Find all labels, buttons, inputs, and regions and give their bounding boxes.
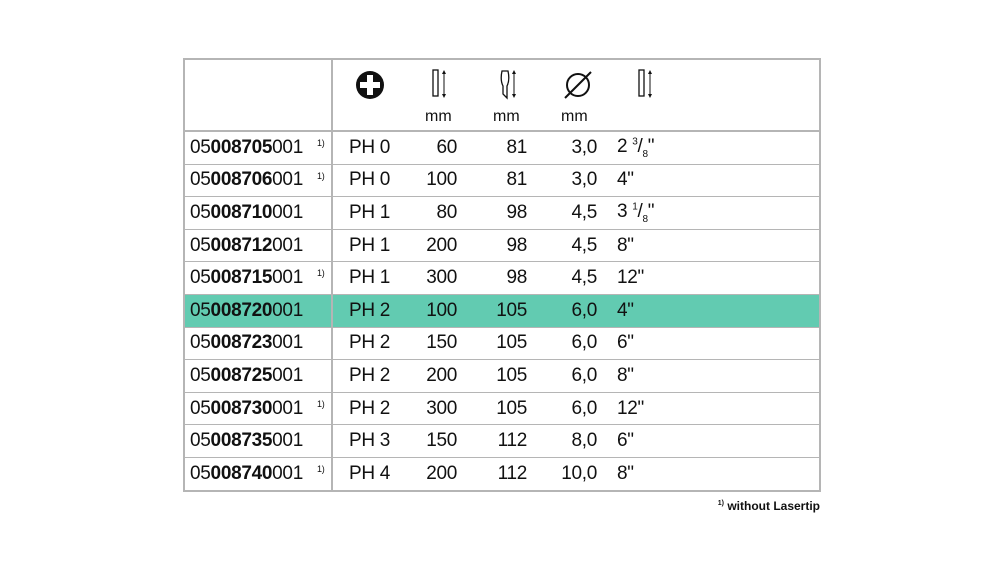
unit-overall-length: mm (493, 108, 520, 125)
diameter: 3,0 (571, 169, 597, 191)
inch-cell (617, 425, 672, 457)
article-number: 05 008740 001 (190, 463, 303, 485)
tip-size: PH 3 (349, 430, 391, 452)
table-row (185, 197, 819, 230)
size-inch: 8" (617, 234, 634, 256)
unit-blade-length: mm (425, 108, 452, 125)
footnote-text: without Lasertip (727, 499, 820, 513)
inch-cell (617, 262, 672, 294)
overall-length: 81 (506, 169, 527, 191)
blade-length: 80 (436, 201, 457, 223)
blade-length: 300 (426, 267, 457, 289)
overall-length: 112 (497, 463, 527, 485)
footnote-ref: 1) (317, 138, 325, 148)
table-row (185, 393, 819, 426)
inch-cell (617, 360, 672, 392)
overall-length: 81 (506, 136, 527, 158)
article-number: 05 008723 001 (190, 332, 303, 354)
column-divider (331, 60, 333, 490)
article-number: 05 008735 001 (190, 430, 303, 452)
blade-length: 100 (426, 299, 457, 321)
table-row (185, 165, 819, 198)
table-row (185, 458, 819, 491)
size-inch: 3 $^1/_8$" (617, 201, 655, 225)
phillips-tip-icon (355, 70, 385, 100)
article-number: 05 008705 001 (190, 136, 303, 158)
blade-length: 150 (426, 430, 457, 452)
tip-size: PH 1 (349, 267, 391, 289)
tip-size: PH 1 (349, 234, 391, 256)
article-number: 05 008710 001 (190, 201, 303, 223)
inch-cell (617, 328, 672, 360)
size-inch: 8" (617, 463, 634, 485)
footnote (718, 499, 820, 513)
blade-length-inch-icon (637, 68, 657, 102)
size-inch: 8" (617, 364, 634, 386)
size-inch: 12" (617, 397, 644, 419)
article-number: 05 008712 001 (190, 234, 303, 256)
tip-size: PH 2 (349, 364, 391, 386)
blade-length: 150 (426, 332, 457, 354)
size-inch: 4" (617, 169, 634, 191)
tip-size: PH 0 (349, 136, 391, 158)
table-row (185, 328, 819, 361)
overall-length: 105 (496, 332, 527, 354)
table-row (185, 132, 819, 165)
overall-length: 105 (496, 299, 527, 321)
unit-diameter: mm (561, 108, 588, 125)
footnote-marker: 1) (717, 500, 724, 507)
inch-cell (617, 393, 672, 425)
overall-length-icon (499, 68, 521, 102)
overall-length: 112 (497, 430, 527, 452)
overall-length: 105 (496, 397, 527, 419)
diameter: 6,0 (571, 332, 597, 354)
diameter: 10,0 (561, 463, 597, 485)
diameter: 6,0 (571, 364, 597, 386)
footnote-ref: 1) (317, 464, 325, 474)
size-inch: 4" (617, 299, 634, 321)
blade-length: 200 (426, 463, 457, 485)
diameter: 4,5 (571, 201, 597, 223)
article-number: 05 008715 001 (190, 267, 303, 289)
article-number: 05 008720 001 (190, 299, 303, 321)
inch-cell (617, 295, 672, 327)
diameter: 4,5 (571, 234, 597, 256)
blade-length: 200 (426, 364, 457, 386)
inch-cell (617, 230, 672, 262)
size-inch: 6" (617, 332, 634, 354)
table-row (185, 262, 819, 295)
overall-length: 98 (506, 234, 527, 256)
blade-length: 60 (436, 136, 457, 158)
tip-size: PH 4 (349, 463, 391, 485)
article-number: 05 008725 001 (190, 364, 303, 386)
tip-size: PH 2 (349, 299, 391, 321)
blade-length: 200 (426, 234, 457, 256)
diameter: 6,0 (571, 397, 597, 419)
inch-cell (617, 197, 672, 229)
size-inch: 6" (617, 430, 634, 452)
article-number: 05 008730 001 (190, 397, 303, 419)
table-row (185, 360, 819, 393)
table-header (185, 60, 819, 132)
footnote-ref: 1) (317, 398, 325, 409)
inch-cell (617, 132, 672, 164)
table-row (185, 295, 819, 328)
diameter: 8,0 (571, 430, 597, 452)
blade-length: 300 (426, 397, 457, 419)
diameter-icon (562, 70, 594, 100)
blade-length: 100 (426, 169, 457, 191)
tip-size: PH 0 (349, 169, 391, 191)
table-row (185, 230, 819, 263)
tip-size: PH 2 (349, 397, 391, 419)
overall-length: 98 (506, 201, 527, 223)
article-number: 05 008706 001 (190, 169, 303, 191)
overall-length: 98 (506, 267, 527, 289)
diameter: 3,0 (571, 136, 597, 158)
diameter: 6,0 (571, 299, 597, 321)
diameter: 4,5 (571, 267, 597, 289)
inch-cell (617, 458, 672, 491)
table-row (185, 425, 819, 458)
footnote-ref: 1) (317, 268, 325, 279)
tip-size: PH 2 (349, 332, 391, 354)
overall-length: 105 (496, 364, 527, 386)
blade-length-icon (431, 68, 451, 102)
tip-size: PH 1 (349, 201, 391, 223)
inch-cell (617, 165, 672, 197)
size-inch: 2 $^3/_8$" (617, 135, 655, 160)
size-inch: 12" (617, 267, 644, 289)
product-table (183, 58, 821, 492)
footnote-ref: 1) (317, 170, 325, 181)
